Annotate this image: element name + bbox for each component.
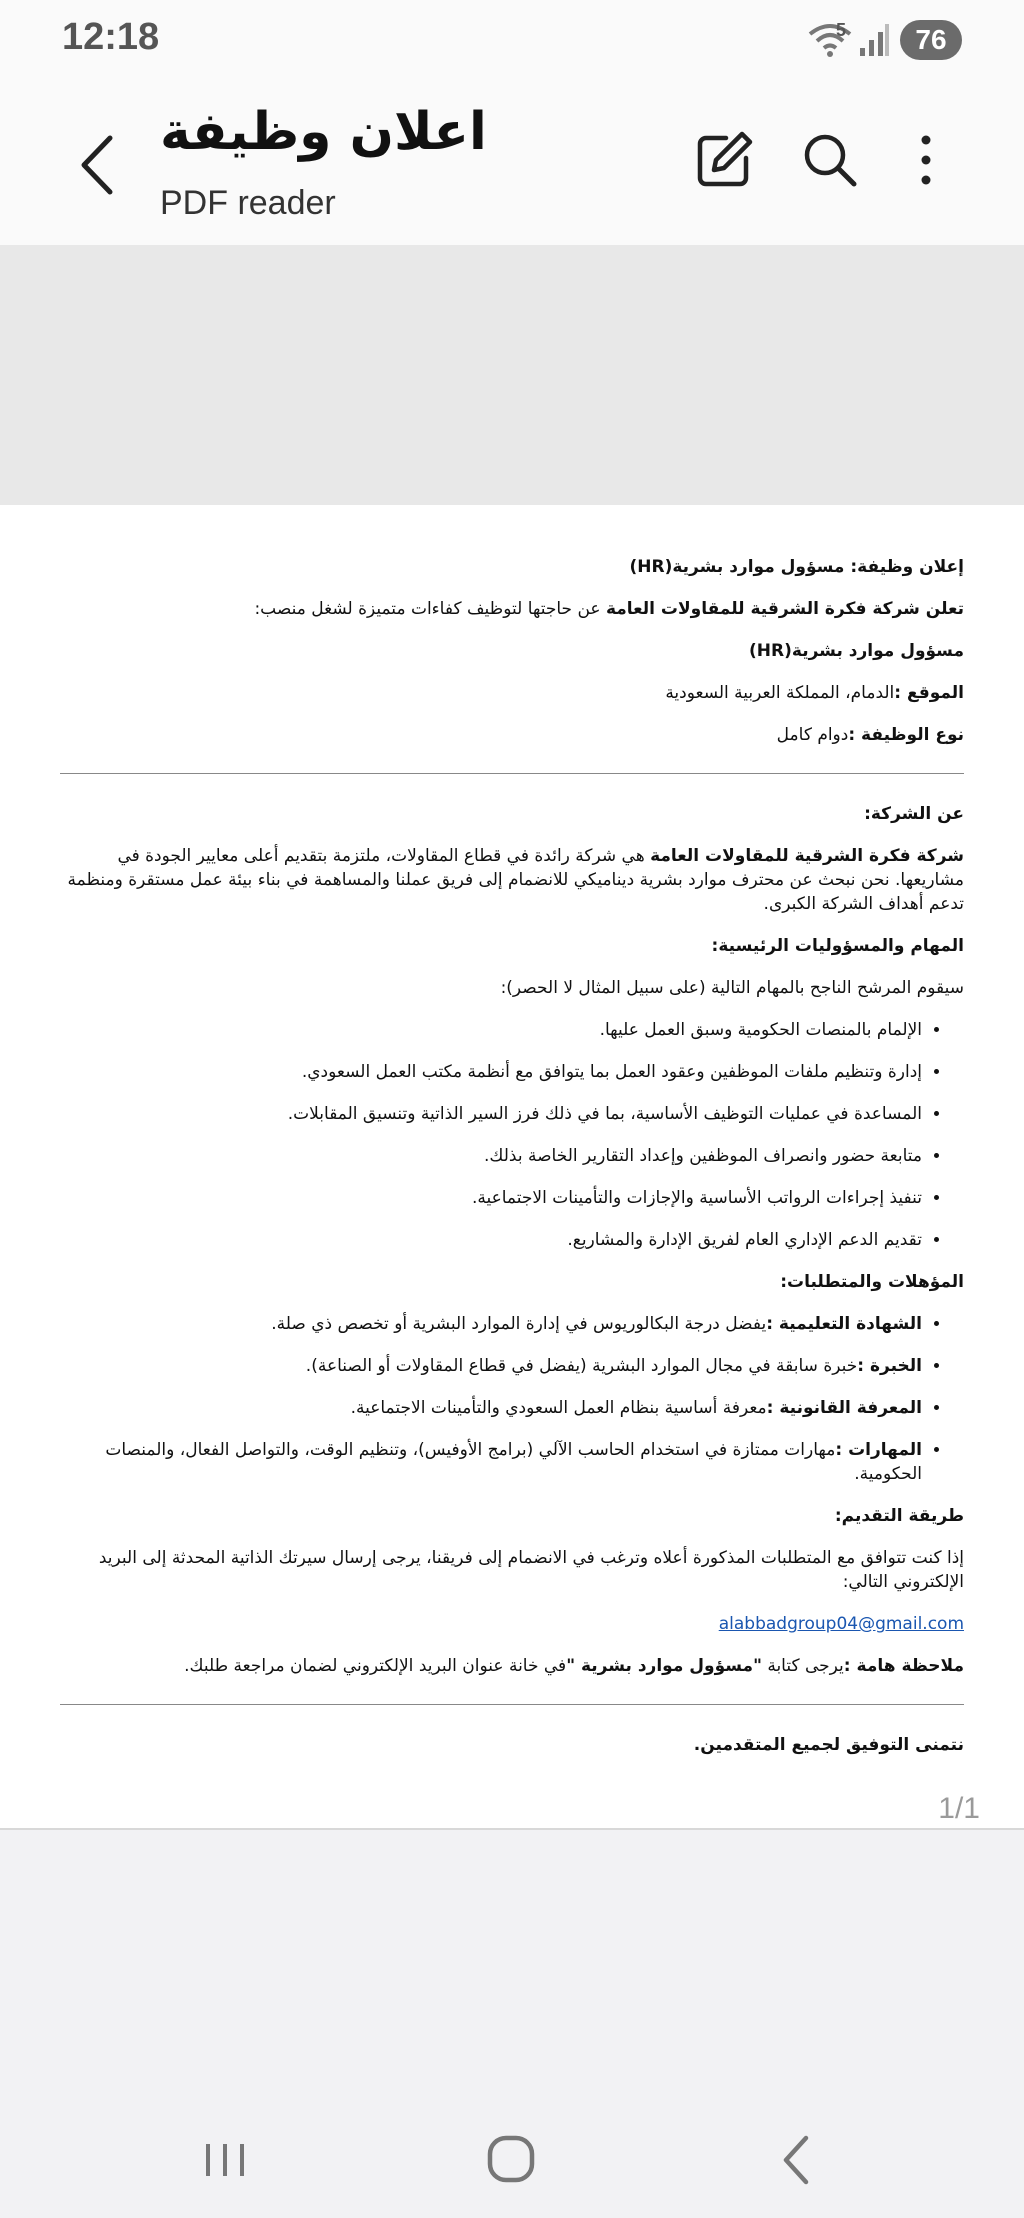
list-item: • الخبرة :خبرة سابقة في مجال الموارد البشرية (يفضل في قطاع المقاولات أو الصناعة). (60, 1354, 922, 1378)
list-item: • الشهادة التعليمية :يفضل درجة البكالوريوس في إدارة الموارد البشرية أو تخصص ذي صلة. (60, 1312, 922, 1336)
list-item: • المعرفة القانونية :معرفة أساسية بنظام العمل السعودي والتأمينات الاجتماعية. (60, 1396, 922, 1420)
home-button[interactable] (476, 2130, 546, 2190)
list-item: • المساعدة في عمليات التوظيف الأساسية، بما في ذلك فرز السير الذاتية وتنسيق المقابلات. (60, 1102, 922, 1126)
edit-button[interactable] (692, 128, 756, 192)
more-options-button[interactable] (894, 128, 958, 192)
qualifications-list (60, 1312, 964, 1486)
divider (60, 1704, 964, 1705)
doc-position: مسؤول موارد بشرية(HR) (749, 641, 964, 661)
about-text: شركة فكرة الشرقية للمقاولات العامة هي شركة رائدة في قطاع المقاولات، ملتزمة بتقديم أعلى معايير الجودة في مشاريعها. نحن نبحث عن محترف موارد بشرية ديناميكي للانضمام إلى فريق عملنا والمساهمة في بناء بيئة عمل مستقرة ومنظمة تدعم أهداف الشركة الكبرى. (67, 846, 964, 914)
email-link[interactable]: alabbadgroup04@gmail.com (718, 1614, 964, 1634)
list-item: • تقديم الدعم الإداري العام لفريق الإدارة والمشاريع. (60, 1228, 922, 1252)
wifi-network-label: 5 (836, 20, 847, 40)
status-bar (0, 0, 1024, 80)
apply-text: إذا كنت تتوافق مع المتطلبات المذكورة أعلاه وترغب في الانضمام إلى فريقنا، يرجى إرسال سيرتك الذاتية المحدثة إلى البريد الإلكتروني التالي: (98, 1548, 964, 1592)
list-item: • المهارات :مهارات ممتازة في استخدام الحاسب الآلي (برامج الأوفيس)، وتنظيم الوقت، والتواصل الفعال، والمنصات الحكومية. (60, 1438, 922, 1486)
document-content (60, 555, 964, 1775)
page-separator (0, 1828, 1024, 1830)
closing-text: نتمنى التوفيق لجميع المتقدمين. (693, 1735, 964, 1755)
doc-location: الموقع :الدمام، المملكة العربية السعودية (665, 683, 964, 703)
app-subtitle: PDF reader (160, 184, 336, 222)
page-indicator: 1/1 (938, 1792, 980, 1825)
recent-apps-button[interactable] (190, 2130, 260, 2190)
app-header (0, 80, 1024, 245)
tasks-list (60, 1018, 964, 1252)
tasks-intro: سيقوم المرشح الناجح بالمهام التالية (على سبيل المثال لا الحصر): (500, 978, 964, 998)
email-line (60, 1612, 964, 1636)
battery-indicator: 76 (900, 20, 962, 60)
qualifications-heading: المؤهلات والمتطلبات: (780, 1272, 964, 1292)
doc-heading: إعلان وظيفة: مسؤول موارد بشرية(HR) (629, 557, 964, 577)
clock: 12:18 (62, 16, 160, 58)
navigation-bar (0, 2100, 1024, 2218)
doc-job-type: نوع الوظيفة :دوام كامل (776, 725, 964, 745)
nav-back-button[interactable] (762, 2130, 832, 2190)
tasks-heading: المهام والمسؤوليات الرئيسية: (711, 936, 964, 956)
list-item: • متابعة حضور وانصراف الموظفين وإعداد التقارير الخاصة بذلك. (60, 1144, 922, 1168)
pdf-page[interactable] (0, 505, 1024, 1830)
apply-heading: طريقة التقديم: (834, 1506, 964, 1526)
search-button[interactable] (798, 128, 862, 192)
about-heading: عن الشركة: (864, 804, 964, 824)
list-item: • إدارة وتنظيم ملفات الموظفين وعقود العمل بما يتوافق مع أنظمة مكتب العمل السعودي. (60, 1060, 922, 1084)
divider (60, 773, 964, 774)
list-item: • تنفيذ إجراءات الرواتب الأساسية والإجازات والتأمينات الاجتماعية. (60, 1186, 922, 1210)
important-note: ملاحظة هامة :يرجى كتابة "مسؤول موارد بشرية "في خانة عنوان البريد الإلكتروني لضمان مراجعة طلبك. (184, 1656, 964, 1676)
document-title: اعلان وظيفة (160, 102, 487, 162)
list-item: • الإلمام بالمنصات الحكومية وسبق العمل عليها. (60, 1018, 922, 1042)
doc-intro: تعلن شركة فكرة الشرقية للمقاولات العامة عن حاجتها لتوظيف كفاءات متميزة لشغل منصب: (254, 599, 964, 619)
signal-icon (858, 22, 890, 58)
back-button[interactable] (70, 130, 130, 200)
viewer-background (0, 245, 1024, 505)
